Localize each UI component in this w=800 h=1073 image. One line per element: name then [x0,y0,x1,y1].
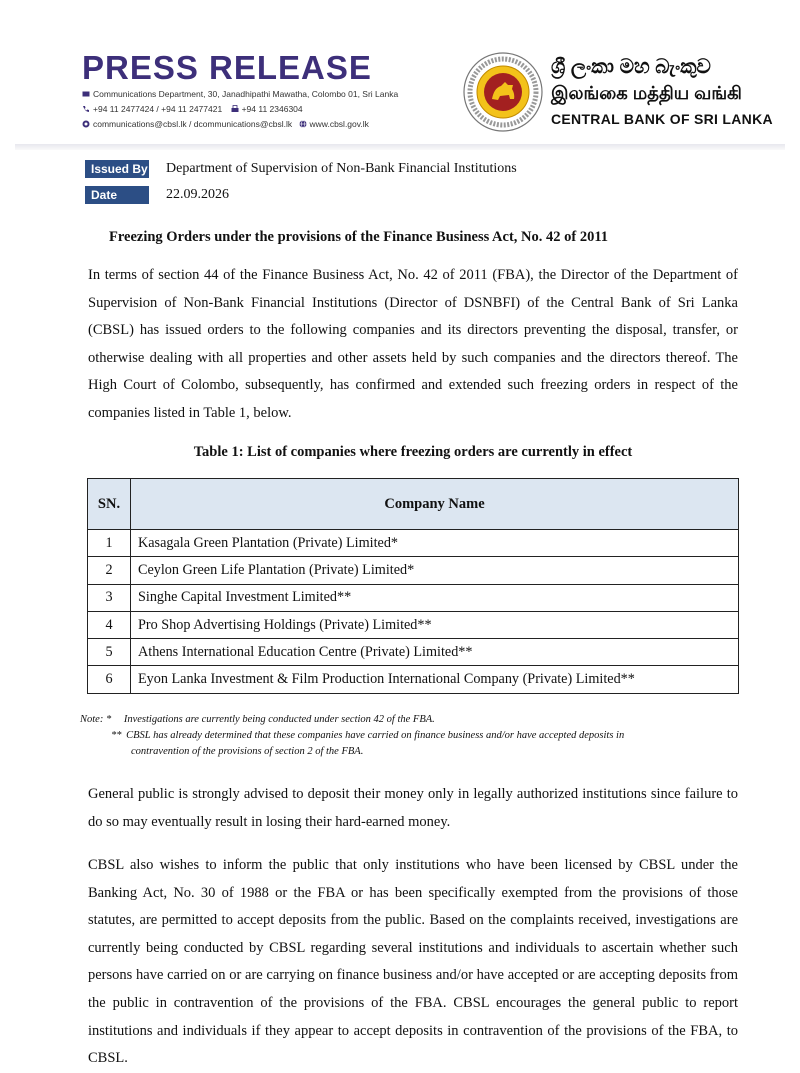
email-line [82,118,369,130]
row-company-name: Kasagala Green Plantation (Private) Limited* [131,530,739,557]
row-sn: 6 [88,666,131,693]
phone-line [82,103,303,115]
public-notice-paragraph: CBSL also wishes to inform the public that only institutions who have been licensed by CBSL under the Banking Act, No. 30 of 1988 or the FBA or has been specifically exempted from the provisions of those statutes, are permitted to accept deposits from the public. Based on the complaints received, investigations are currently being conducted by CBSL regarding several institutions and individuals to ascertain whether such persons have carried on or are carrying on finance business and/or have accepted or are accepting deposits from the public in contravention of the provisions of the FBA. CBSL encourages the general public to report institutions and individuals if they appear to accept deposits in contravention of the provisions of the FBA, to CBSL. [88,857,738,1067]
email-icon [82,120,90,128]
web-text[interactable]: www.cbsl.gov.lk [309,119,369,129]
note-1 [80,713,435,727]
table-row [88,584,739,611]
address-icon [82,90,90,98]
intro-paragraph: In terms of section 44 of the Finance Business Act, No. 42 of 2011 (FBA), the Director of the Department of Supervision of Non-Bank Financial Institutions (Director of DSNBFI) of the Central Bank of Sri Lanka (CBSL) has issued orders to the following companies and its directors preventing the disposal, transfer, or otherwise dealing with all properties and other assets held by such companies and the directors thereof. The High Court of Colombo, subsequently, has confirmed and extended such freezing orders in respect of the companies listed in Table 1, below. [88,267,738,421]
table-row [88,666,739,693]
fax-text: +94 11 2346304 [241,104,303,114]
advice-paragraph: General public is strongly advised to deposit their money only in legally authorized institutions since failure to do so may eventually result in losing their hard-earned money. [88,786,738,830]
bank-name-sinhala: ශ්‍රී ලංකා මහ බැංකුව [551,56,711,78]
document-title: Freezing Orders under the provisions of the Finance Business Act, No. 42 of 2011 [109,229,609,245]
row-sn: 5 [88,639,131,666]
note-2 [111,729,624,743]
row-company-name: Eyon Lanka Investment & Film Production International Company (Private) Limited** [131,666,739,693]
note-2-marker: ** [111,730,122,741]
date-label: Date [85,186,149,204]
bank-name-tamil: இலங்கை மத்திய வங்கி [551,83,742,103]
header-divider [15,144,785,150]
row-sn: 3 [88,584,131,611]
table-row [88,611,739,638]
issued-by-value: Department of Supervision of Non-Bank Financial Institutions [166,161,517,176]
email-text[interactable]: communications@cbsl.lk / dcommunications@cbsl.lk [93,119,293,129]
press-release-header [0,0,800,152]
header-title: PRESS RELEASE [82,49,372,86]
web-icon [299,120,307,128]
table-row [88,530,739,557]
phone-icon [82,105,90,113]
table-row [88,557,739,584]
address-line [82,88,398,100]
row-sn: 1 [88,530,131,557]
row-company-name: Singhe Capital Investment Limited** [131,584,739,611]
note-2-line1: CBSL has already determined that these companies have carried on finance business and/or have accepted deposits in [126,730,625,741]
row-company-name: Athens International Education Centre (Private) Limited** [131,639,739,666]
note-2-line2: contravention of the provisions of section 2 of the FBA. [131,746,364,757]
row-company-name: Pro Shop Advertising Holdings (Private) Limited** [131,611,739,638]
row-company-name: Ceylon Green Life Plantation (Private) Limited* [131,557,739,584]
company-name-header: Company Name [131,479,739,530]
row-sn: 4 [88,611,131,638]
row-sn: 2 [88,557,131,584]
cbsl-logo-icon [463,52,543,132]
sn-header: SN. [88,479,131,530]
address-text: Communications Department, 30, Janadhipathi Mawatha, Colombo 01, Sri Lanka [93,89,399,99]
note-label: Note: * [80,714,112,725]
phone-text: +94 11 2477424 / +94 11 2477421 [93,104,223,114]
date-value: 22.09.2026 [166,187,229,202]
issued-by-label: Issued By [85,160,149,178]
table-row [88,639,739,666]
fax-icon [231,105,239,113]
note-1-text: Investigations are currently being conducted under section 42 of the FBA. [123,714,435,725]
table-caption: Table 1: List of companies where freezing orders are currently in effect [193,444,633,460]
companies-table [87,478,739,694]
bank-name-english: CENTRAL BANK OF SRI LANKA [551,111,773,127]
table-header-row [88,479,739,530]
